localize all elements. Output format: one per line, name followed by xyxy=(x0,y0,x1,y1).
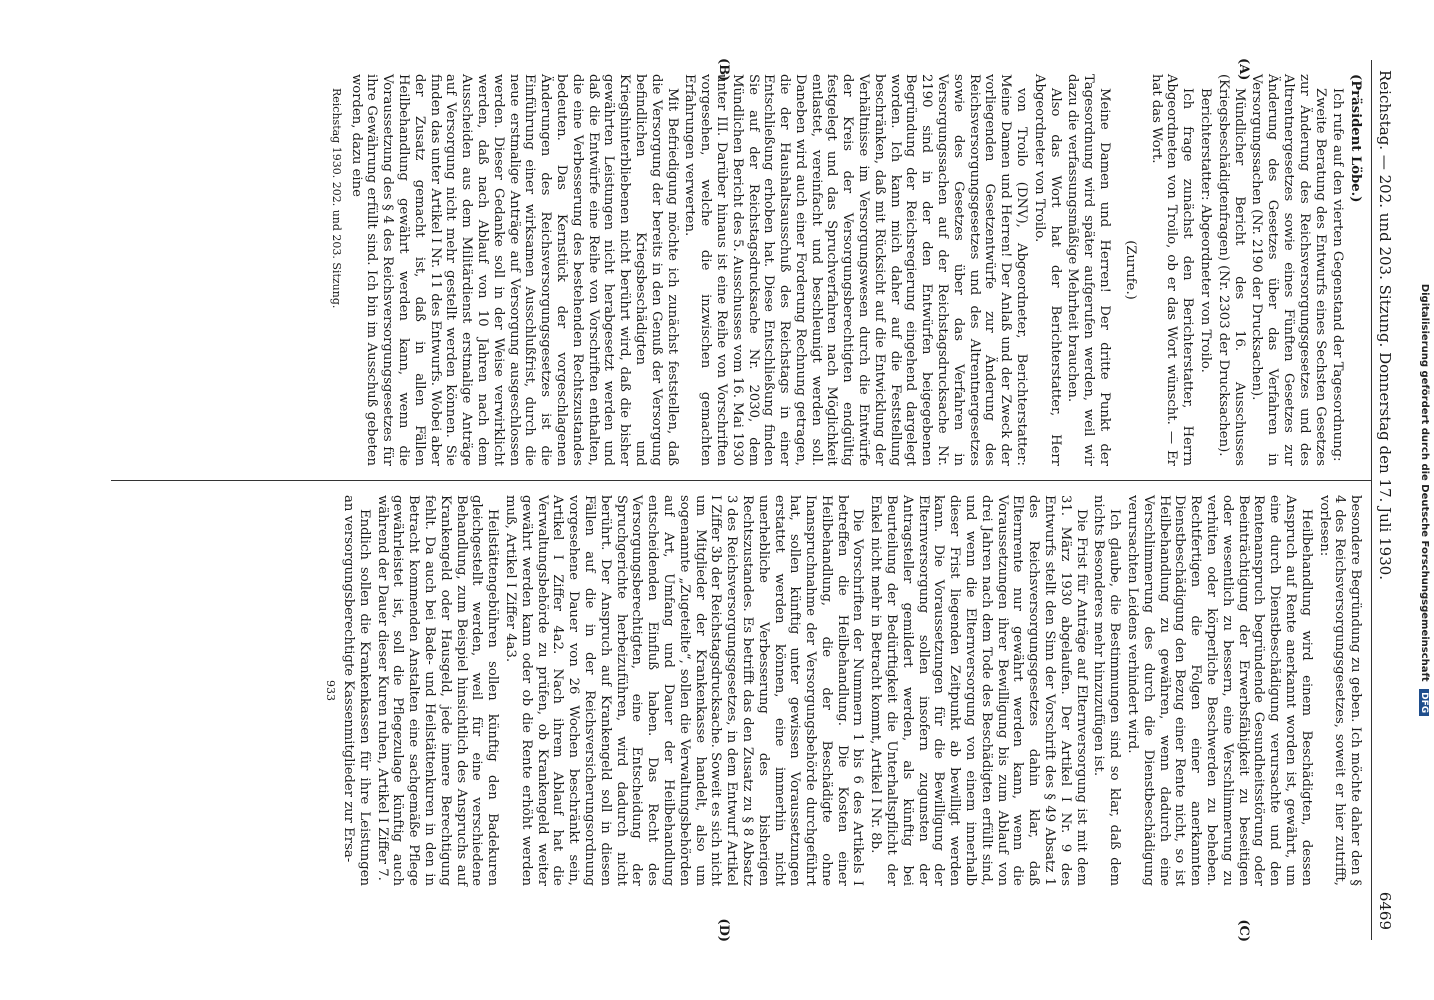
paragraph: Heilstättengebühren sollen künftig den Badekuren gleichgestellt werden, weil für eine verschiedene Behandlung, zum Beispiel hinsichtlich des Anspruchs auf Krankengeld oder Hausgeld, jede innere Berechtigung fehlt. Da auch bei Bade- und Heilstättenkuren in den in Betracht kommenden Anstalten eine sachgemäße Pflege gewährleistet ist, soll die Pflegezulage künftig auch während der Dauer dieser Kuren ruhen, Artikel I Ziffer 7. xyxy=(374,495,501,886)
paragraph: Mit Befriedigung möchte ich zunächst feststellen, daß die Versorgung der bereits in den Genuß der Versorgung befindlichen Kriegsbeschädigten und Kriegshinterbliebenen nicht berührt wird, daß die bisher gewährten Leistungen nicht herabgesetzt werden und daß die Entwürfe eine Reihe von Vorschriften enthalten, die eine Verbesserung des bestehenden Rechtszustandes bedeuten. Das Kernstück der vorgeschlagenen Änderungen des Reichsversorgungsgesetzes ist die Einführung einer wirksamen Ausschlußfrist, durch die neue erstmalige Anträge auf Versorgung ausgeschlossen werden. Dieser Gedanke soll in der Weise verwirklicht werden, daß nach Ablauf von 10 Jahren nach dem Ausscheiden aus dem Militärdienst erstmalige Anträge auf Versorgung nicht mehr gestellt werden können. Sie finden das unter Artikel I Nr. 11 des Entwurfs. Wobei aber der Zusatz gemacht ist, daß in allen Fällen Heilbehandlung gewährt werden kann, wenn die Voraussetzung des § 4 des Reichsversorgungsgesetzes für ihre Gewährung erfüllt sind. Ich bin im Ausschuß gebeten worden, dazu eine xyxy=(348,74,680,466)
interjection: (Zurufe.) xyxy=(1122,240,1138,300)
dfg-logo: DFG xyxy=(1419,689,1429,716)
header-title: Reichstag. — 202. und 203. Sitzung. Donnerstag den 17. Juli 1930. xyxy=(1376,70,1394,581)
right-column xyxy=(111,480,1371,900)
page-content xyxy=(80,60,1400,940)
left-column xyxy=(111,60,1371,480)
paragraph: Mündlicher Bericht des 16. Ausschusses (Kriegsbeschädigtenfragen) (Nr. 2303 der Drucksachen). xyxy=(1215,74,1247,466)
paragraph: Zweite Beratung des Entwurfs eines Sechsten Gesetzes zur Änderung des Reichsversorgungsgesetzes und des Altrentnergesetzes sowie eines Fünften Gesetzes zur Änderung des Gesetzes über das Verfahren in Versorgungssachen (Nr. 2190 der Drucksachen). xyxy=(1249,74,1328,466)
speaker-line: (Präsident Löbe.) xyxy=(1348,74,1364,203)
side-strip xyxy=(1414,0,1430,1000)
paragraph: Ich rufe auf den vierten Gegenstand der Tagesordnung: xyxy=(1330,88,1346,462)
margin-mark-c: (C) xyxy=(1236,919,1252,942)
paragraph: Ich frage zunächst den Berichterstatter, Herrn Abgeordneten von Troilo, ob er das Wort wünscht. — Er hat das Wort. xyxy=(1148,74,1196,466)
funding-text: Digitalisierung gefördert durch die Deutsche Forschungsgemeinschaft xyxy=(1419,283,1430,682)
page-header xyxy=(1371,60,1400,940)
scanned-page xyxy=(80,60,1400,940)
margin-mark-a: (A) xyxy=(1236,58,1252,81)
margin-mark-b: (B) xyxy=(716,58,732,82)
two-column-body xyxy=(111,60,1371,940)
paragraph: Also das Wort hat der Berichterstatter, Herr Abgeordneter von Troilo. xyxy=(1031,74,1063,466)
paragraph: Berichterstatter: Abgeordneter von Troilo. xyxy=(1198,88,1214,373)
footer-source: Reichstag 1930. 202. und 203. Sitzung. xyxy=(329,88,343,309)
quoted-paragraph: Heilbehandlung wird einem Beschädigten, dessen Anspruch auf Rente anerkannt worden ist, gewährt, um eine durch Dienstbeschädigung verursachte und den Rentenanspruch begründende Gesundheitsstörung oder Beeinträchtigung der Erwerbsfähigkeit zu beseitigen oder wesentlich zu bessern, eine Verschlimmerung zu verhüten oder körperliche Beschwerden zu beheben. Rechtfertigen die Folgen einer anerkannten Dienstbeschädigung den Bezug einer Rente nicht, so ist Heilbehandlung zu gewähren, wenn dadurch eine Verschlimmerung des durch die Dienstbeschädigung verursachten Leidens verhindert wird. xyxy=(1125,495,1314,886)
margin-mark-d: (D) xyxy=(716,918,732,942)
paragraph: Ich glaube, die Bestimmungen sind so klar, daß dem nichts Besonderes mehr hinzuzufügen ist. xyxy=(1091,495,1123,886)
paragraph: besondere Begründung zu geben. Ich möchte daher den § 4 des Reichsversorgungsgesetzes, soweit er hier zutrifft, vorlesen: xyxy=(1316,495,1364,886)
sheet-number: 933 xyxy=(324,680,338,701)
funding-notice xyxy=(1414,0,1430,1000)
paragraph: Endlich sollen die Krankenkassen für ihre Leistungen an versorgungsberechtigte Kassenmitglieder zur Ersa- xyxy=(341,495,372,886)
paragraph: Die Vorschriften der Nummern 1 bis 6 des Artikels I betreffen die Heilbehandlung. Die Kosten einer Heilbehandlung, die der Beschädigte ohne Inanspruchnahme der Versorgungsbehörde durchgeführt hat, sollen künftig unter gewissen Voraussetzungen erstattet werden können, eine immerhin nicht unerhebliche Verbesserung des bisherigen Rechtszustandes. Es betrifft das den Zusatz zu § 8 Absatz 3 des Reichsversorgungsgesetzes, in dem Entwurf Artikel I Ziffer 3b der Reichstagsdrucksache. Soweit es sich nicht um Mitglieder der Krankenkasse handelt, also um sogenannte „Zugeteilte“, sollen die Verwaltungsbehörden auf Art, Umfang und Dauer der Heilbehandlung entscheidenden Einfluß haben. Das Recht des Versorgungsberechtigten, eine Entscheidung der Spruchgerichte herbeizuführen, wird dadurch nicht berührt. Der Anspruch auf Krankengeld soll in diesen Fällen auf die in der Reichsversicherungsordnung vorgesehene Dauer von 26 Wochen beschränkt sein, Artikel I Ziffer 4a2. Nach ihrem Ablauf hat die Verwaltungsbehörde zu prüfen, ob Krankengeld weiter gewährt werden kann oder ob die Rente erhöht werden muß, Artikel I Ziffer 4a3. xyxy=(502,495,866,886)
paragraph: Die Frist für Anträge auf Elternversorgung ist mit dem 31. März 1930 abgelaufen. Der Artikel I Nr. 9 des Entwurfs stellt den Sinn der Vorschrift des § 49 Absatz 1 des Reichsversorgungsgesetzes dahin klar, daß Elternrente nur gewährt werden kann, wenn die Voraussetzungen ihrer Bewilligung bis zum Ablauf von drei Jahren nach dem Tode des Beschädigten erfüllt sind, und wenn die Elternversorgung von einem innerhalb dieser Frist liegenden Zeitpunkt ab bewilligt werden kann. Die Voraussetzungen für die Bewilligung der Elternversorgung sollen insofern zugunsten der Antragsteller gemildert werden, als künftig bei Beurteilung der Bedürftigkeit die Unterhaltspflicht der Enkel nicht mehr in Betracht kommt, Artikel I Nr. 8b. xyxy=(868,495,1089,886)
page-number: 6469 xyxy=(1376,891,1394,930)
paragraph: von Troilo (DNV), Abgeordneter, Berichterstatter: Meine Damen und Herren! Der Anlaß und der Zweck der vorliegenden Gesetzentwürfe zur Änderung des Reichsversorgungsgesetzes und des Altrentnergesetzes sowie des Gesetzes über das Verfahren in Versorgungssachen auf der Reichstagsdrucksache Nr. 2190 sind in der den Entwürfen beigegebenen Begründung der Reichsregierung eingehend dargelegt worden. Ich kann mich daher auf die Feststellung beschränken, daß mit Rücksicht auf die Entwicklung der Verhältnisse im Versorgungswesen durch die Entwürfe der Kreis der Versorgungsberechtigten endgültig festgelegt und das Spruchverfahren nach Möglichkeit entlastet, vereinfacht und beschleunigt werden soll. Daneben wird auch einer Forderung Rechnung getragen, die der Haushaltsausschuß des Reichstags in einer Entschließung erhoben hat. Diese Entschließung finden Sie auf der Reichstagsdrucksache Nr. 2030, dem Mündlichen Bericht des 5. Ausschusses vom 16. Mai 1930 unter III. Darüber hinaus ist eine Reihe von Vorschriften vorgesehen, welche die inzwischen gemachten Erfahrungen verwerten. xyxy=(682,74,1030,466)
paragraph: Meine Damen und Herren! Der dritte Punkt der Tagesordnung wird später aufgerufen werden, weil wir dazu die verfassungsmäßige Mehrheit brauchen. xyxy=(1065,74,1113,466)
